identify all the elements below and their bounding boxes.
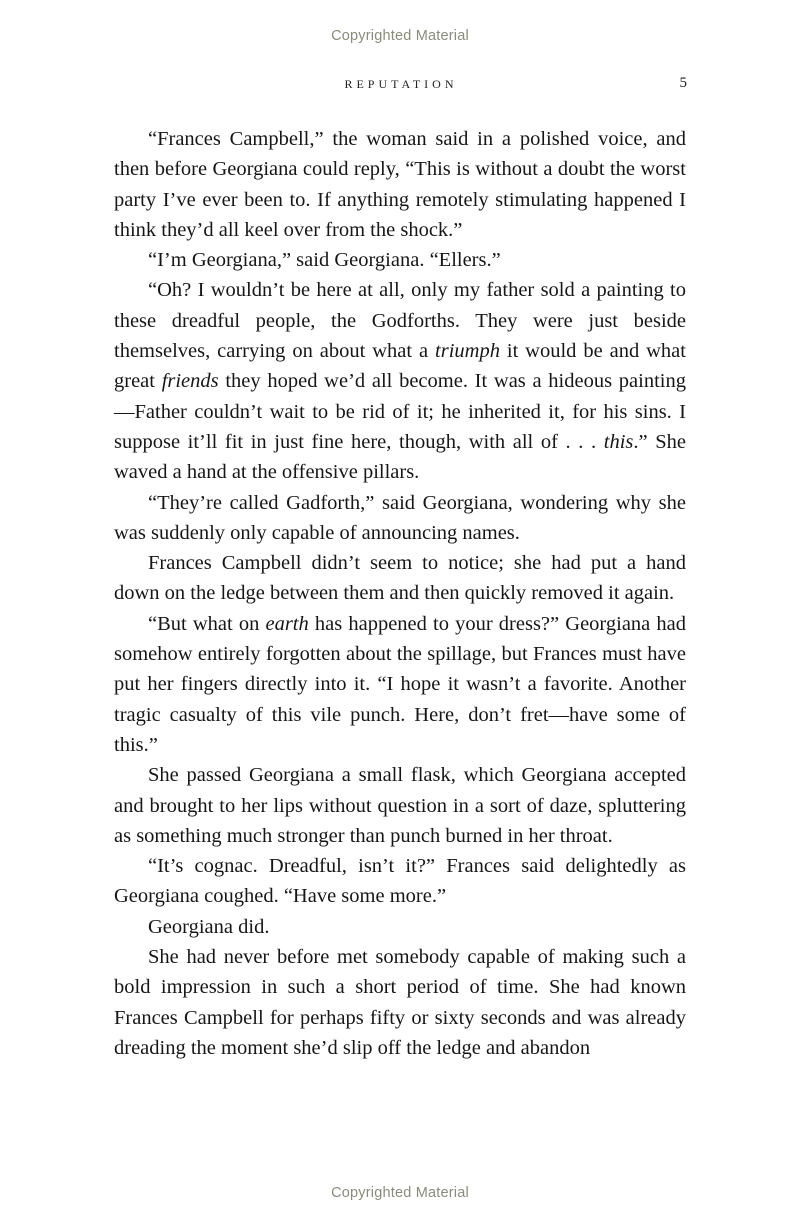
text-run: .” She waved a hand at the offensive pillars. bbox=[114, 430, 686, 484]
text-run: “I’m Georgiana,” said Georgiana. “Ellers.” bbox=[148, 249, 501, 272]
copyright-notice-top: Copyrighted Material bbox=[331, 28, 469, 44]
text-run: She had never before met somebody capable of making such a bold impression in such a short period of time. She had known Frances Campbell for perhaps fifty or sixty seconds and was already dreading the moment she’d slip off the ledge and abandon bbox=[114, 946, 686, 1059]
text-run: “But what on bbox=[148, 612, 266, 635]
text-run: “They’re called Gadforth,” said Georgiana, wondering why she was suddenly only capable of announcing names. bbox=[114, 491, 686, 544]
text-run: She passed Georgiana a small flask, which Georgiana accepted and brought to her lips without question in a sort of daze, spluttering as something much stronger than punch burned in her throat. bbox=[114, 764, 686, 847]
copyright-notice-bottom: Copyrighted Material bbox=[331, 1185, 469, 1201]
italic-text-run: triumph bbox=[435, 340, 500, 363]
running-header-title: REPUTATION bbox=[344, 77, 458, 91]
paragraph bbox=[114, 488, 686, 549]
text-run: “It’s cognac. Dreadful, isn’t it?” Frances said delightedly as Georgiana coughed. “Have some more.” bbox=[114, 855, 686, 908]
italic-text-run: friends bbox=[161, 370, 219, 393]
text-run: has happened to your dress?” Georgiana had somehow entirely forgotten about the spillage, but Frances must have put her fingers directly into it. “I hope it wasn’t a favorite. Another tragic casualty of this vile punch. Here, don’t fret—have some of this.” bbox=[114, 612, 686, 756]
paragraph bbox=[114, 942, 686, 1063]
text-run: Georgiana did. bbox=[148, 915, 270, 938]
paragraph bbox=[114, 124, 686, 245]
body-text bbox=[114, 124, 686, 1063]
text-run: “Oh? I wouldn’t be here at all, only my father sold a painting to these dreadful people, the Godforths. They were just beside themselves, carrying on about what a bbox=[114, 279, 686, 363]
text-run: Frances Campbell didn’t seem to notice; she had put a hand down on the ledge between them and then quickly removed it again. bbox=[114, 552, 686, 605]
running-header bbox=[115, 77, 687, 95]
text-run: it would be and what great bbox=[114, 340, 686, 393]
paragraph bbox=[114, 548, 686, 609]
paragraph bbox=[114, 851, 686, 912]
italic-text-run: earth bbox=[265, 612, 309, 635]
paragraph bbox=[114, 760, 686, 851]
paragraph bbox=[114, 275, 686, 487]
page-number: 5 bbox=[679, 75, 687, 91]
text-run: they hoped we’d all become. It was a hideous painting—Father couldn’t wait to be rid of it; he inherited it, for his sins. I suppose it’ll fit in just fine here, though, with all of . . . bbox=[114, 370, 686, 453]
text-run: “Frances Campbell,” the woman said in a polished voice, and then before Georgiana could reply, “This is without a doubt the worst party I’ve ever been to. If anything remotely stimulating happened I think they’d all keel over from the shock.” bbox=[114, 128, 686, 241]
paragraph bbox=[114, 912, 686, 942]
paragraph bbox=[114, 245, 686, 275]
paragraph bbox=[114, 609, 686, 760]
italic-text-run: this bbox=[603, 430, 634, 453]
